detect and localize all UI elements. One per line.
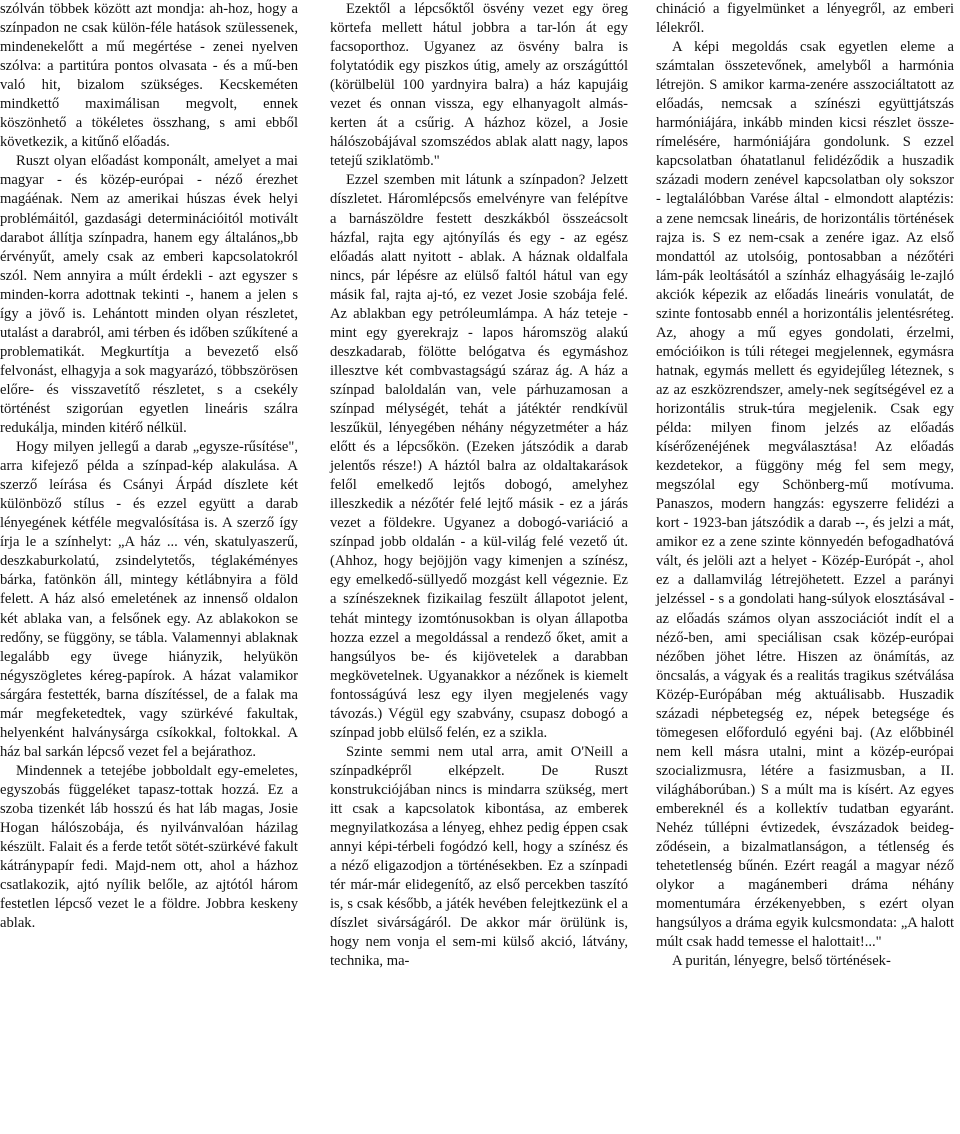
text-column-1 xyxy=(0,0,298,933)
paragraph: Ruszt olyan előadást komponált, amelyet a mai magyar - és közép-európai - néző érezhet magáénak. Nem az amerikai húszas évek helyi problémáitól, gazdasági determinációitól motivált darabot állítja színpadra, hanem egy általános„bb érvényűt, amely csak az emberi kapcsolatokról szól. Nem annyira a múlt érdekli - azt egyszer s minden-korra adottnak tekinti -, hanem a jelen s így a jövő is. Lehántott minden olyan részletet, utalást a darabról, ami térben és időben szűkítené a problematikát. Megkurtítja a bevezető első felvonást, elhagyja a sok magyarázó, többszörösen előre- és visszavetítő részletet, s a csekély történést szigorúan egyetlen lineáris szálra redukálja, minden kitérő nélkül. xyxy=(0,153,298,437)
paragraph: Szinte semmi nem utal arra, amit O'Neill a színpadképről elképzelt. De Ruszt konstrukciójában nincs is mindarra szükség, mert itt csak a kapcsolatok kibontása, az emberek megnyilatkozása a lényeg, ehhez pedig éppen csak annyi képi-térbeli fogódzó kell, hogy a színész és a néző eligazodjon a történésekben. Ez a színpadi tér már-már elidegenítő, az első percekben taszító is, s csak később, a játék hevében felejtkezünk el a díszlet sivárságáról. De akkor már örülünk is, hogy nem vonja el sem-mi külső akció, látvány, technika, ma- xyxy=(330,743,628,970)
paragraph: Ezzel szemben mit látunk a színpadon? Jelzett díszletet. Háromlépcsős emelvényre van felépítve a barnászöldre festett deszkákból összeácsolt házfal, rajta egy ajtónyílás és egy - az egész előadás alatt nyitott - ablak. A háznak oldalfala nincs, pár lépésre az elülső faltól hátul van egy másik fal, rajta aj-tó, ez vezet Josie szobája felé. Az ablakban egy petróleumlámpa. A ház teteje - mint egy gyerekrajz - lapos háromszög alakú deszkadarab, fölötte belógatva és egymáshoz illesztve két combvastagságú száraz ág. A ház a színpad baloldalán van, vele párhuzamosan a színpad mélységét, tehát a játéktér rendkívül leszűkül, lényegében néhány négyzetméter a ház előtt és a lépcsőkön. (Ezeken játszódik a darab jelentős része!) A háztól balra az oldaltakarások felől emelkedő lejtős dobogó, amelyhez illeszkedik a nézőtér felé lejtő másik - ez a járás vezet a földekre. Ugyanez a dobogó-variáció a színpad jobb oldalán - a kül-világ felé vezető út. (Ahhoz, hogy bejöjjön vagy kimenjen a színész, egy emelkedő-süllyedő mozgást kell végeznie. Ez a színészeknek fizikailag feszült állapotot jelent, tehát mintegy izomtónusokban is olyan állapotba hozza ezzel a megoldással a rendező őket, amit a hangsúlyos be- és kijövetelek a darabban megkövetelnek. Ugyanakkor a nézőnek is kiemelt fontosságúvá lesz egy ilyen megjelenés vagy távozás.) Végül egy szabvány, csupasz dobogó a színpad jobb elülső felén, ez a szikla. xyxy=(330,172,628,741)
text-column-2 xyxy=(330,0,628,971)
paragraph: Mindennek a tetejébe jobboldalt egy-emeletes, egyszobás függeléket tapasz-tottak hozzá. Ez a szoba tizenkét láb hosszú és hat láb magas, Josie Hogan hálószobája, és nyilvánvalóan házilag készült. Falait és a ferde tetőt sötét-szürkévé fakult kátránypapír fedi. Majd-nem ott, ahol a házhoz csatlakozik, ajtó nyílik belőle, az ajtótól három festetlen lépcső vezet le a földre. Jobbra keskeny ablak. xyxy=(0,762,298,932)
text-column-3 xyxy=(656,0,954,971)
paragraph: Hogy milyen jellegű a darab „egysze-rűsítése", arra kifejező példa a színpad-kép alakulása. A szerző leírása és Csányi Árpád díszlete két különböző stílus - és ezzel együtt a darab lényegének kétféle megvalósítása is. A szerző így írja le a színhelyt: „A ház ... vén, skatulyaszerű, deszkaburkolatú, zsindelytetős, téglakéményes bárka, fatönkön áll, mintegy kétlábnyira a föld felett. A ház alsó emeletének az innenső oldalon két ablaka van, a felsőnek egy. Az ablakokon se redőny, se függöny, se tábla. Valamennyi ablaknak legalább egy üvege hiányzik, helyükön négyszögletes kéreg-papírok. A házat valamikor sárgára festették, barna díszítéssel, de a falak ma már megfeketedtek, vagy szürkévé fakultak, helyenként halványsárga csíkokkal, foltokkal. A ház bal sarkán lépcső vezet fel a bejárathoz. xyxy=(0,439,298,760)
paragraph: szólván többek között azt mondja: ah-hoz, hogy a színpadon ne csak külön-féle hatások szülessenek, mindenekelőtt a mű megértése - zenei nyelven szólva: a partitúra pontos olvasata - és a mű-ben való hit, bizalom szükséges. Kecskeméten mindkettő maximálisan megvolt, ennek köszönhető a tökéletes összhang, s ami ebből következik, a kitűnő előadás. xyxy=(0,1,298,151)
paragraph: chináció a figyelmünket a lényegről, az emberi lélekről. xyxy=(656,1,954,37)
paragraph: A képi megoldás csak egyetlen eleme a számtalan összetevőnek, amelyből a harmónia létrejön. S amikor karma-zenére asszociáltatott az előadás, nemcsak a színészi együttjátszás harmóniájára, inkább minden kicsi részlet össze-rímelésére, harmóniájára gondolunk. S ezzel kapcsolatban óhatatlanul felidéződik a huszadik századi modern zenével kapcsolatban oly sokszor - legtalálóbban Varése által - elmondott alaptézis: a zene nemcsak lineáris, de horizontális történések rajza is. S ez nem-csak a zenére igaz. Az első mondattól az utolsóig, pontosabban a nézőtéri lám-pák leoltásától a színház elhagyásáig le-zajló akciók képezik az előadás lineáris vonulatát, de szinte fontosabb ennél a horizontális jelentésréteg. Az, ahogy a mű egyes gondolati, érzelmi, emócióikon is túli rétegei megjelennek, egymásra hatnak, egymás mellett és egyidejűleg léteznek, s az az eszközrendszer, amely-nek segítségével ez a horizontális struk-túra megjelenik. Csak egy példa: milyen finom jelzés az előadás kísérőzenéjének megválasztása! Az előadás kezdetekor, a függöny még fel sem megy, megszólal egy Schönberg-mű motívuma. Panaszos, modern hangzás: egyszerre felidézi a kort - 1923-ban játszódik a darab --, és jelzi a mát, amikor ez a zene szinte könnyedén befogadhatóvá vált, és jelöli azt a helyet - Közép-Európát -, ahol ez a dallamvilág létrejöhetett. Ezzel a parányi jelzéssel - s a gondolati hang-súlyok elosztásával - az előadás számos olyan asszociációt indít el a néző-ben, ami speciálisan csak közép-európai nézőben jöhet létre. Hiszen az önámítás, az öncsalás, a vágyak és a realitás tragikus szétválása Közép-Európában még aktuálisabb. Huszadik századi népbetegség ez, népek betegsége és tömegesen előforduló egyéni baj. (Az előbbinél nem kell másra utalni, mint a közép-európai szocializmusra, létére a fasizmusban, a II. világháborúban.) S a múlt ma is kísért. Az egyes embereknél és a kollektív tudatban egyaránt. Nehéz túllépni évtizedek, évszázadok beideg-ződésein, a bizalmatlanságon, a tétlenség és tehetetlenség bűnén. Ezért reagál a magyar néző olykor a magánemberi dráma néhány momentumára érzékenyebben, s ezért olyan hangsúlyos a dráma egyik kulcsmondata: „A halott múlt csak hadd temesse el halottait!..." xyxy=(656,39,954,951)
paragraph: Ezektől a lépcsőktől ösvény vezet egy öreg körtefa mellett hátul jobbra a tar-lón át egy facsoporthoz. Ugyanez az ösvény balra is folytatódik egy piszkos útig, amely az országúttól (körülbelül 100 yardnyira balra) a ház kapujáig vezet és onnan vissza, egy elhanyagolt almás-kerten át a csűrig. A házhoz közel, a Josie hálószobájával szomszédos ablak alatt nagy, lapos tetejű sziklatömb." xyxy=(330,1,628,170)
paragraph: A puritán, lényegre, belső történések- xyxy=(672,953,891,970)
